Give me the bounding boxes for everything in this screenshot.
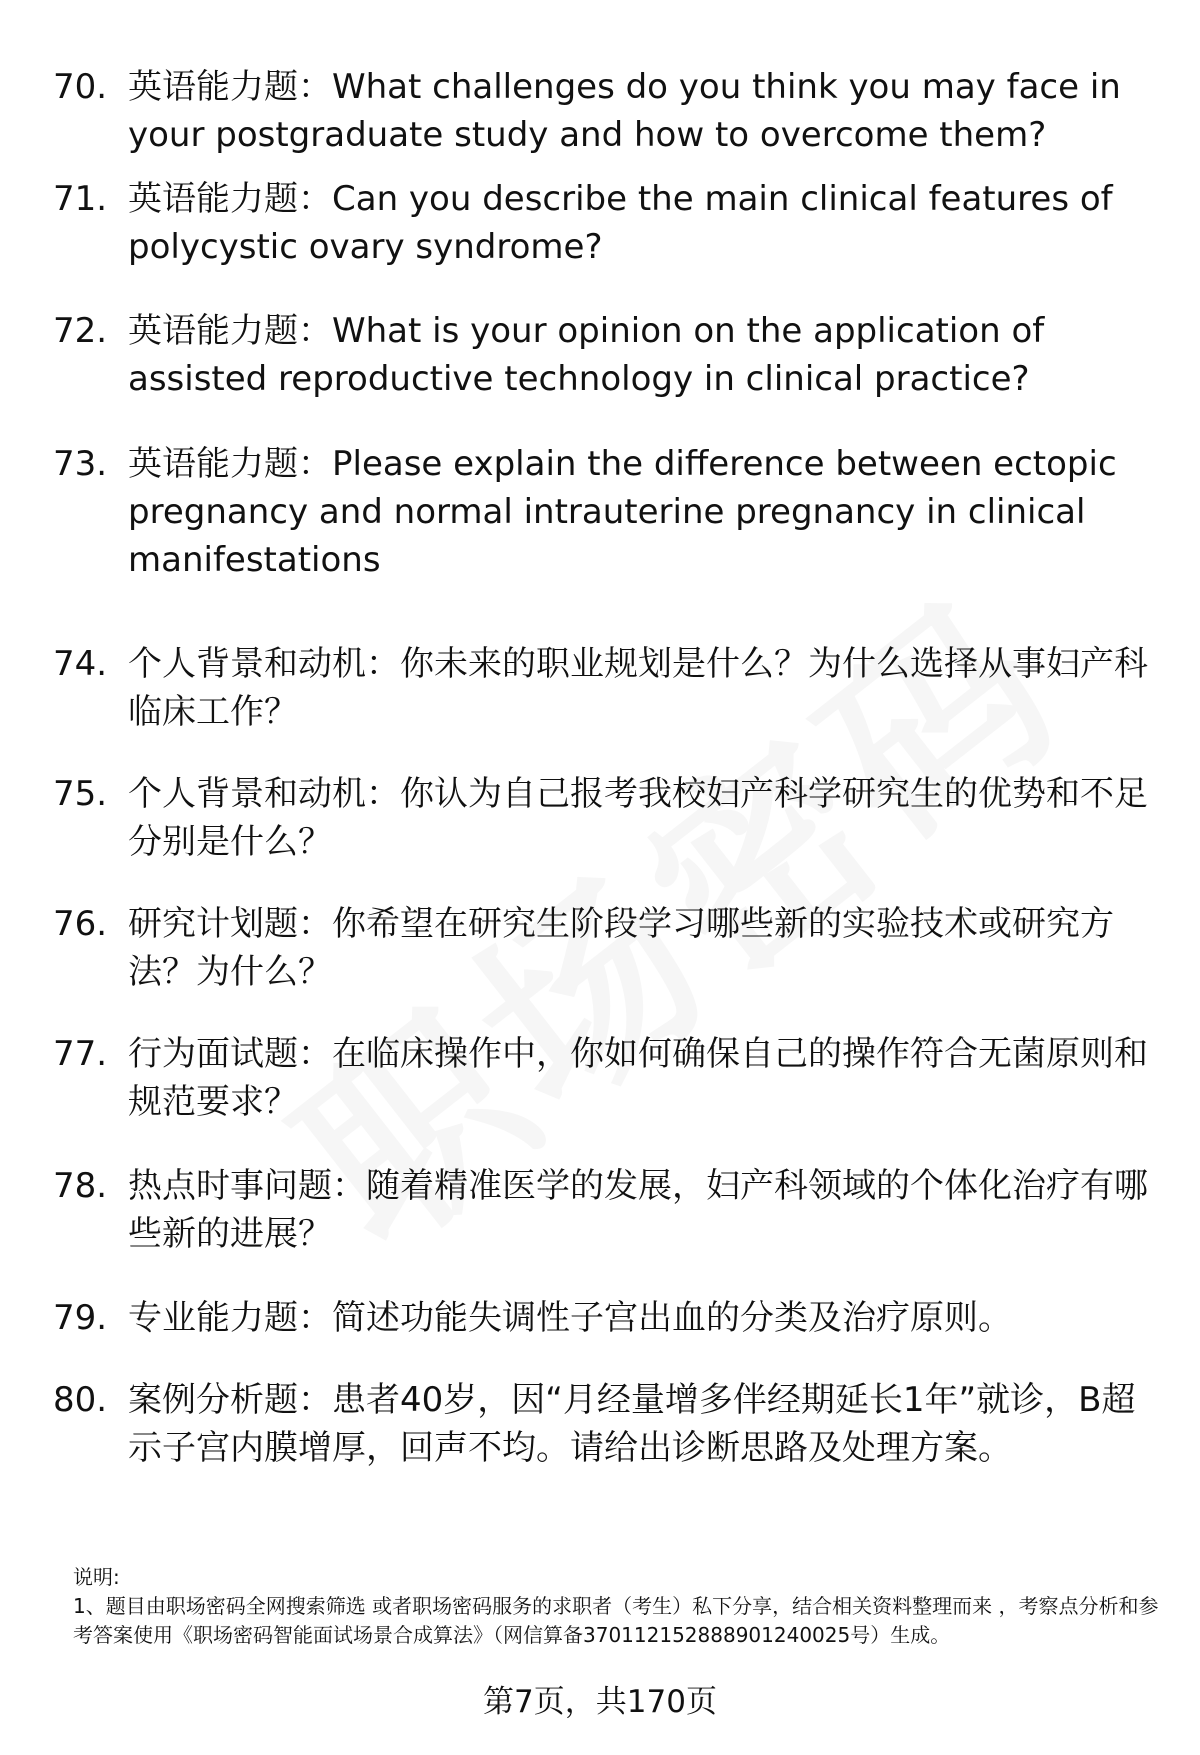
- page-number: 第7页，共170页: [483, 1684, 717, 1720]
- question-text: 英语能力题：Please explain the difference between ectopic pregnancy and normal intrauterine pregnancy in clinical manifestations: [128, 444, 1117, 580]
- question-text: 案例分析题：患者40岁，因“月经量增多伴经期延长1年”就诊，B超示子宫内膜增厚，回声不均。请给出诊断思路及处理方案。: [128, 1380, 1136, 1468]
- question-number: 74.: [53, 644, 108, 684]
- question-text: 个人背景和动机：你认为自己报考我校妇产科学研究生的优势和不足分别是什么？: [128, 774, 1148, 862]
- question-number: 78.: [53, 1166, 108, 1206]
- question-number: 79.: [53, 1298, 108, 1338]
- question-text: 研究计划题：你希望在研究生阶段学习哪些新的实验技术或研究方法？为什么？: [128, 904, 1114, 992]
- question-number: 75.: [53, 774, 108, 814]
- question-number: 71.: [53, 179, 108, 219]
- question-number: 70.: [53, 67, 108, 107]
- notes-section: [73, 1563, 1163, 1650]
- question-text: 热点时事问题：随着精准医学的发展，妇产科领域的个体化治疗有哪些新的进展？: [128, 1166, 1148, 1254]
- question-text: 英语能力题：What challenges do you think you may face in your postgraduate study and how to overcome them?: [128, 67, 1121, 155]
- question-text: 行为面试题：在临床操作中，你如何确保自己的操作符合无菌原则和规范要求？: [128, 1034, 1148, 1122]
- question-text: 个人背景和动机：你未来的职业规划是什么？为什么选择从事妇产科临床工作？: [128, 644, 1148, 732]
- question-number: 80.: [53, 1380, 108, 1420]
- question-number: 76.: [53, 904, 108, 944]
- page-footer: [0, 1680, 1200, 1724]
- question-number: 77.: [53, 1034, 108, 1074]
- notes-line: 1、题目由职场密码全网搜索筛选 或者职场密码服务的求职者（考生）私下分享，结合相关资料整理而来 ，考察点分析和参考答案使用《职场密码智能面试场景合成算法》（网信算备370112152888901240025号）生成。: [73, 1594, 1159, 1647]
- question-number: 72.: [53, 311, 108, 351]
- question-number: 73.: [53, 444, 108, 484]
- question-text: 英语能力题：What is your opinion on the application of assisted reproductive technology in clinical practice?: [128, 311, 1045, 399]
- notes-heading: 说明:: [73, 1565, 120, 1589]
- question-text: 英语能力题：Can you describe the main clinical features of polycystic ovary syndrome?: [128, 179, 1113, 267]
- question-text: 专业能力题：简述功能失调性子宫出血的分类及治疗原则。: [128, 1298, 1012, 1338]
